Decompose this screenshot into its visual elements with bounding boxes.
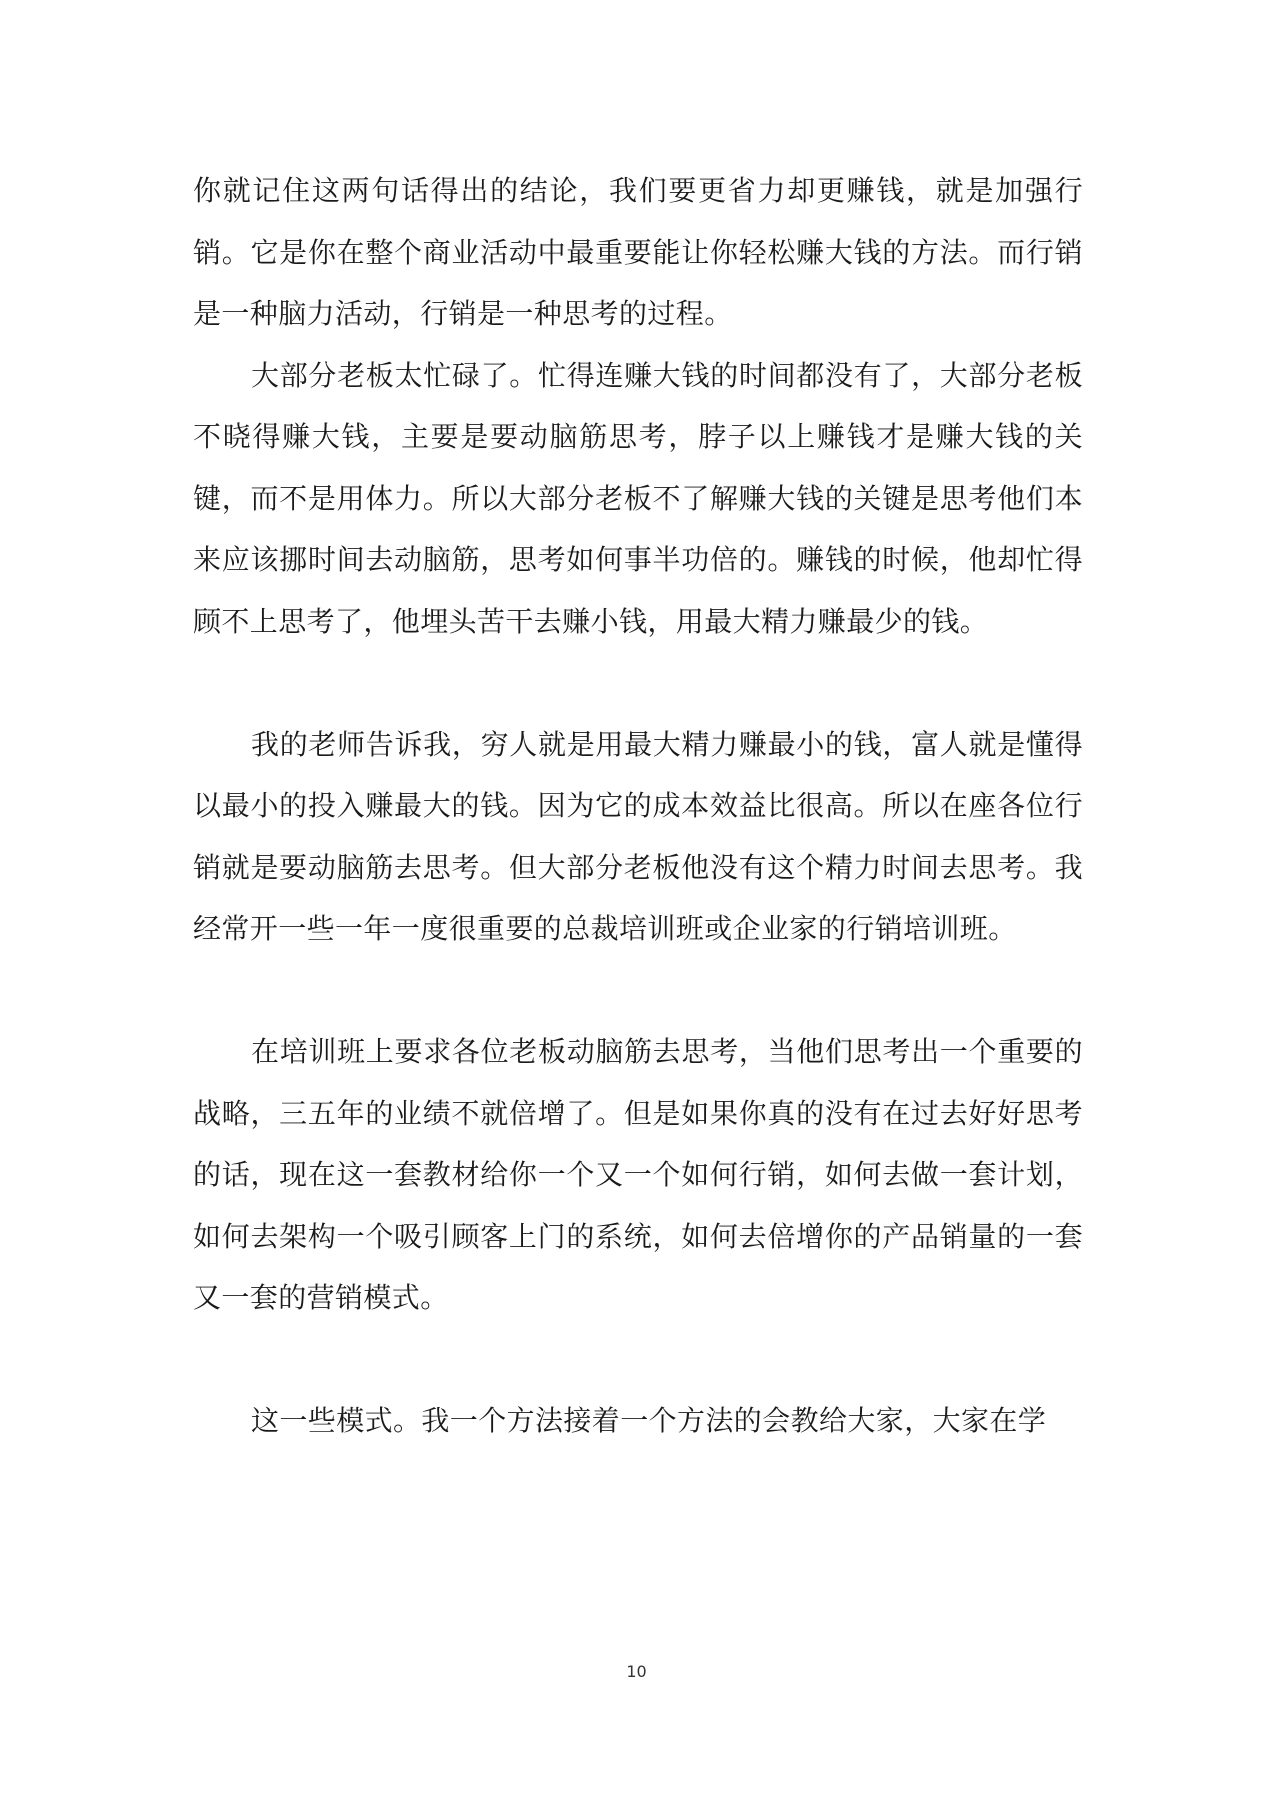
body-text (193, 160, 1083, 1452)
paragraph-2: 大部分老板太忙碌了。忙得连赚大钱的时间都没有了，大部分老板不晓得赚大钱，主要是要动脑筋思考，脖子以上赚钱才是赚大钱的关键，而不是用体力。所以大部分老板不了解赚大钱的关键是思考他们本来应该挪时间去动脑筋，思考如何事半功倍的。赚钱的时候，他却忙得顾不上思考了，他埋头苦干去赚小钱，用最大精力赚最少的钱。 (193, 358, 1083, 638)
paragraph-4: 在培训班上要求各位老板动脑筋去思考，当他们思考出一个重要的战略，三五年的业绩不就倍增了。但是如果你真的没有在过去好好思考的话，现在这一套教材给你一个又一个如何行销，如何去做一套计划，如何去架构一个吸引顾客上门的系统，如何去倍增你的产品销量的一套又一套的营销模式。 (193, 1035, 1083, 1314)
paragraph-5: 这一些模式。我一个方法接着一个方法的会教给大家，大家在学 (251, 1404, 1047, 1437)
page-number: 10 (626, 1662, 647, 1681)
paragraph-1: 你就记住这两句话得出的结论，我们要更省力却更赚钱，就是加强行销。它是你在整个商业活动中最重要能让你轻松赚大钱的方法。而行销是一种脑力活动，行销是一种思考的过程。 (193, 174, 1083, 330)
paragraph-3: 我的老师告诉我，穷人就是用最大精力赚最小的钱，富人就是懂得以最小的投入赚最大的钱。因为它的成本效益比很高。所以在座各位行销就是要动脑筋去思考。但大部分老板他没有这个精力时间去思考。我经常开一些一年一度很重要的总裁培训班或企业家的行销培训班。 (193, 727, 1083, 945)
